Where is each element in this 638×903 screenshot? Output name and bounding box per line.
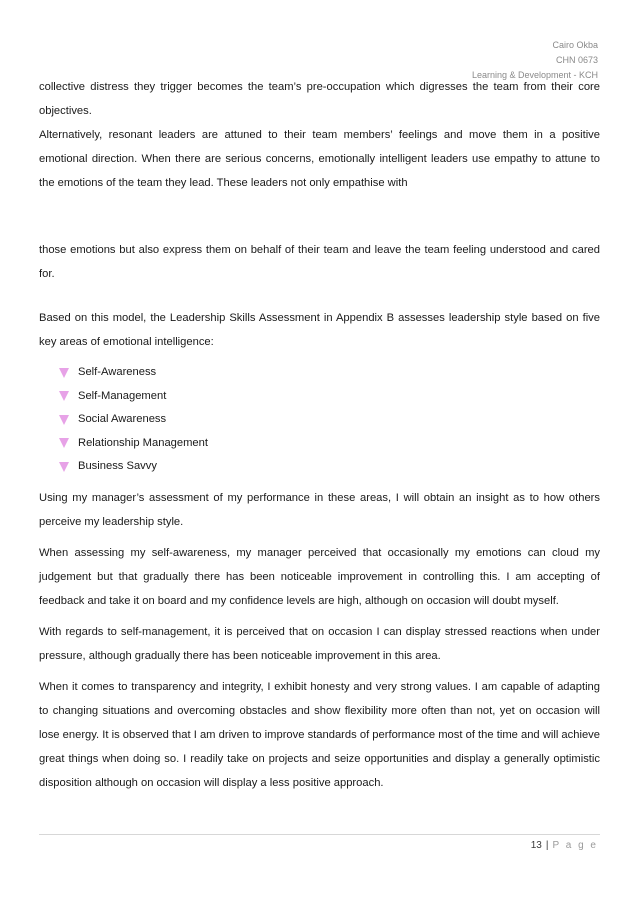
author-name: Cairo Okba bbox=[552, 40, 598, 50]
triangle-bullet-icon bbox=[59, 462, 69, 472]
paragraph-3: those emotions but also express them on behalf of their team and leave the team feeling understood and cared for. bbox=[39, 244, 600, 280]
triangle-bullet-icon bbox=[59, 368, 69, 378]
list-item: Self-Management bbox=[59, 385, 600, 409]
spacer bbox=[39, 195, 600, 238]
paragraph-4: Based on this model, the Leadership Skills Assessment in Appendix B assesses leadership style based on five key areas of emotional intelligence: bbox=[39, 312, 600, 348]
list-item: Social Awareness bbox=[59, 408, 600, 432]
paragraph-7: With regards to self-management, it is perceived that on occasion I can display stressed reactions when under pressure, although gradually there has been noticeable improvement in this area. bbox=[39, 625, 600, 662]
list-item: Business Savvy bbox=[59, 455, 600, 479]
emotional-intelligence-list bbox=[39, 361, 600, 479]
footer-divider bbox=[39, 834, 600, 835]
paragraph-2: Alternatively, resonant leaders are attuned to their team members’ feelings and move them in a positive emotional direction. When there are serious concerns, emotionally intelligent leaders use empathy to attune to the emotions of the team they lead. These leaders not only empathise with bbox=[39, 129, 600, 189]
footer-separator: | bbox=[545, 840, 549, 851]
paragraph-5: Using my manager’s assessment of my performance in these areas, I will obtain an insight as to how others perceive my leadership style. bbox=[39, 491, 600, 528]
spacer bbox=[39, 286, 600, 306]
list-item: Self-Awareness bbox=[59, 361, 600, 385]
department-label: Learning & Development - KCH bbox=[471, 70, 598, 80]
page-number: 13 bbox=[530, 840, 542, 851]
paragraph-8: When it comes to transparency and integrity, I exhibit honesty and very strong values. I am capable of adapting to changing situations and overcoming obstacles and show flexibility more often than not, yet on occasion will lose energy. It is observed that I am driven to improve standards of performance most of the time and will achieve great things when doing so. I readily take on projects and seize opportunities and display a generally optimistic disposition although on occasion will display a less positive approach. bbox=[39, 680, 600, 789]
spacer bbox=[39, 354, 600, 361]
triangle-bullet-icon bbox=[59, 438, 69, 448]
spacer bbox=[39, 479, 600, 486]
triangle-bullet-icon bbox=[59, 391, 69, 401]
spacer bbox=[39, 668, 600, 675]
page-label: P a g e bbox=[552, 840, 598, 851]
spacer bbox=[39, 534, 600, 541]
paragraph-1: collective distress they trigger becomes the team’s pre-occupation which digresses the team from their core objectives. bbox=[39, 81, 600, 117]
spacer bbox=[39, 613, 600, 620]
list-item: Relationship Management bbox=[59, 432, 600, 456]
document-body bbox=[39, 75, 600, 795]
paragraph-6: When assessing my self-awareness, my manager perceived that occasionally my emotions can cloud my judgement but that gradually there has been noticeable improvement in controlling this. I am accepting of feedback and take it on board and my confidence levels are high, although on occasion will doubt myself. bbox=[39, 546, 600, 607]
course-code: CHN 0673 bbox=[555, 55, 598, 65]
triangle-bullet-icon bbox=[59, 415, 69, 425]
page-footer bbox=[531, 840, 598, 851]
